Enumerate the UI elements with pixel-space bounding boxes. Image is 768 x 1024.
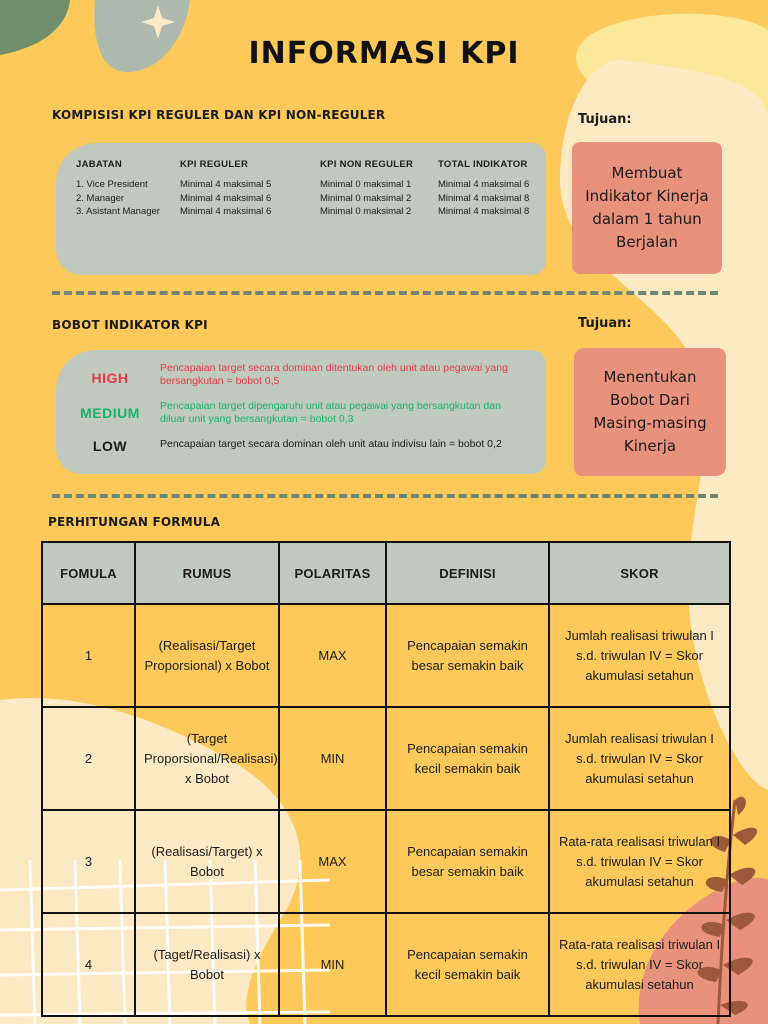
cell-fomula: 1 xyxy=(42,604,135,707)
column-header: KPI REGULER xyxy=(180,159,249,170)
divider-1 xyxy=(52,291,718,295)
komposisi-table xyxy=(56,143,546,275)
komposisi-panel xyxy=(56,143,546,275)
formula-heading: PERHITUNGAN FORMULA xyxy=(48,515,221,529)
cell-skor: Jumlah realisasi triwulan I s.d. triwulan IV = Skor akumulasi setahun xyxy=(549,707,730,810)
column-total-indikator xyxy=(438,159,529,219)
cell-fomula: 2 xyxy=(42,707,135,810)
cell-polaritas: MAX xyxy=(279,604,386,707)
cell: 3. Asistant Manager xyxy=(76,206,160,217)
header-definisi: DEFINISI xyxy=(386,542,549,604)
column-header: TOTAL INDIKATOR xyxy=(438,159,528,170)
formula-table xyxy=(41,541,731,1017)
column-kpi-reguler xyxy=(180,159,271,219)
column-kpi-non-reguler xyxy=(320,159,413,219)
column-jabatan xyxy=(76,159,160,219)
cell: Minimal 0 maksimal 2 xyxy=(320,206,412,217)
table-row xyxy=(42,913,730,1016)
header-polaritas: POLARITAS xyxy=(279,542,386,604)
level-medium-desc: Pencapaian target dipengaruhi unit atau pegawai yang bersangkutan dan diluar unit yang bersangkutan = bobot 0,3 xyxy=(160,400,501,425)
cell: Minimal 4 maksimal 6 xyxy=(438,179,530,190)
level-high: HIGH xyxy=(91,370,129,386)
divider-2 xyxy=(52,494,718,498)
tujuan-label-2: Tujuan: xyxy=(578,316,632,331)
cell-definisi: Pencapaian semakin kecil semakin baik xyxy=(386,913,549,1016)
tujuan-text-1: Membuat Indikator Kinerja dalam 1 tahun Berjalan xyxy=(585,164,709,251)
header-fomula: FOMULA xyxy=(42,542,135,604)
table-row xyxy=(42,604,730,707)
level-low: LOW xyxy=(92,438,128,454)
bobot-panel xyxy=(56,350,546,474)
page-title: INFORMASI KPI xyxy=(248,36,520,71)
level-medium: MEDIUM xyxy=(80,405,140,421)
cell-fomula: 4 xyxy=(42,913,135,1016)
cell: Minimal 0 maksimal 2 xyxy=(320,192,412,204)
cell-polaritas: MIN xyxy=(279,913,386,1016)
header-rumus: RUMUS xyxy=(135,542,279,604)
cell-skor: Rata-rata realisasi triwulan I s.d. triwulan IV = Skor akumulasi setahun xyxy=(549,913,730,1016)
tujuan-box-1 xyxy=(572,142,722,274)
cell: 2. Manager xyxy=(76,192,125,204)
level-high-desc: Pencapaian target secara dominan ditentukan oleh unit atau pegawai yang bersangkutan = bobot 0,5 xyxy=(160,362,508,387)
column-header: JABATAN xyxy=(76,159,123,170)
cell: 1. Vice President xyxy=(76,179,148,190)
cell-polaritas: MAX xyxy=(279,810,386,913)
tujuan-box-2 xyxy=(574,348,726,476)
cell: Minimal 0 maksimal 1 xyxy=(320,179,412,190)
header-skor: SKOR xyxy=(549,542,730,604)
table-row xyxy=(42,707,730,810)
cell-rumus: (Target Proporsional/Realisasi) x Bobot xyxy=(135,707,279,810)
level-low-desc: Pencapaian target secara dominan oleh unit atau indivisu lain = bobot 0,2 xyxy=(160,438,502,450)
column-header: KPI NON REGULER xyxy=(320,159,414,170)
komposisi-heading: KOMPISISI KPI REGULER DAN KPI NON-REGULER xyxy=(52,108,386,122)
cell: Minimal 4 maksimal 8 xyxy=(438,206,530,217)
cell-skor: Rata-rata realisasi triwulan I s.d. triwulan IV = Skor akumulasi setahun xyxy=(549,810,730,913)
table-row xyxy=(42,810,730,913)
tujuan-label-1: Tujuan: xyxy=(578,112,632,127)
cell-skor: Jumlah realisasi triwulan I s.d. triwulan IV = Skor akumulasi setahun xyxy=(549,604,730,707)
cell: Minimal 4 maksimal 6 xyxy=(180,206,272,217)
cell-rumus: (Taget/Realisasi) x Bobot xyxy=(135,913,279,1016)
tujuan-text-2: Menentukan Bobot Dari Masing-masing Kinerja xyxy=(593,368,707,455)
cell-definisi: Pencapaian semakin besar semakin baik xyxy=(386,604,549,707)
table-header-row xyxy=(42,542,730,604)
cell-definisi: Pencapaian semakin besar semakin baik xyxy=(386,810,549,913)
cell-definisi: Pencapaian semakin kecil semakin baik xyxy=(386,707,549,810)
cell: Minimal 4 maksimal 8 xyxy=(438,192,530,204)
bobot-heading: BOBOT INDIKATOR KPI xyxy=(52,318,208,332)
cell-polaritas: MIN xyxy=(279,707,386,810)
cell-rumus: (Realisasi/Target Proporsional) x Bobot xyxy=(135,604,279,707)
cell: Minimal 4 maksimal 5 xyxy=(180,179,272,190)
cell-rumus: (Realisasi/Target) x Bobot xyxy=(135,810,279,913)
cell: Minimal 4 maksimal 6 xyxy=(180,192,272,204)
cell-fomula: 3 xyxy=(42,810,135,913)
